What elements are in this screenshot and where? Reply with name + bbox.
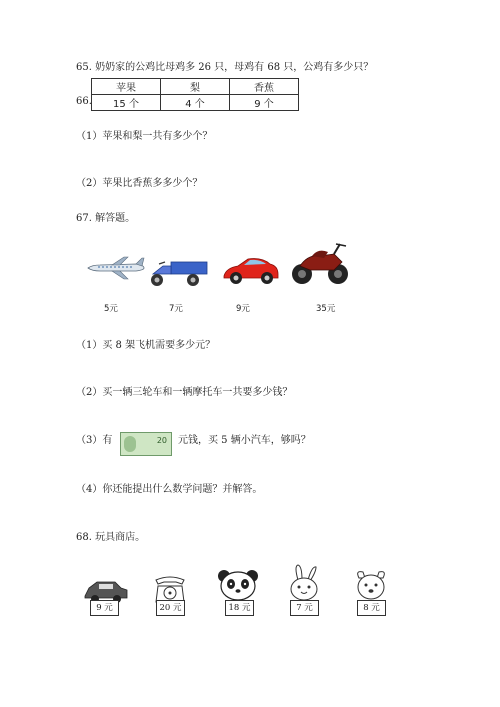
question-67-sub3-end: 元钱，买 5 辆小汽车，够吗？ bbox=[178, 435, 311, 446]
question-67-sub1: （1）买 8 架飞机需要多少元？ bbox=[76, 340, 216, 351]
toy-car-price-tag: 9 元 bbox=[90, 600, 119, 616]
sports-car-icon bbox=[222, 254, 280, 286]
fruit-header-apple: 苹果 bbox=[92, 79, 161, 95]
question-66-sub1: （1）苹果和梨一共有多少个？ bbox=[76, 131, 213, 142]
fruit-table-value-row bbox=[92, 95, 299, 111]
puppy-price-tag: 8 元 bbox=[357, 600, 386, 616]
question-66-number: 66. bbox=[76, 96, 92, 107]
question-65-text: 65. 奶奶家的公鸡比母鸡多 26 只，母鸡有 68 只，公鸡有多少只？ bbox=[76, 62, 374, 73]
fruit-count-apple: 15 个 bbox=[92, 95, 161, 111]
banknote-image bbox=[120, 432, 172, 456]
airplane-price: 5元 bbox=[104, 304, 118, 314]
motorcycle-icon bbox=[290, 240, 350, 286]
fruit-count-banana: 9 个 bbox=[230, 95, 299, 111]
tricycle-icon bbox=[145, 258, 211, 288]
telephone-price-tag: 20 元 bbox=[156, 600, 185, 616]
fruit-header-pear: 梨 bbox=[161, 79, 230, 95]
puppy-icon bbox=[353, 566, 389, 602]
rabbit-price-tag: 7 元 bbox=[290, 600, 319, 616]
question-67-title: 67. 解答题。 bbox=[76, 213, 136, 224]
airplane-icon bbox=[86, 256, 146, 280]
panda-icon bbox=[216, 568, 260, 602]
banknote-denomination: 20 bbox=[156, 436, 167, 445]
fruit-count-pear: 4 个 bbox=[161, 95, 230, 111]
tricycle-price: 7元 bbox=[169, 304, 183, 314]
rabbit-icon bbox=[286, 564, 322, 602]
question-68-title: 68. 玩具商店。 bbox=[76, 532, 146, 543]
panda-price-tag: 18 元 bbox=[225, 600, 254, 616]
question-67-sub4: （4）你还能提出什么数学问题？并解答。 bbox=[76, 484, 263, 495]
portrait-mark bbox=[124, 436, 136, 452]
fruit-header-banana: 香蕉 bbox=[230, 79, 299, 95]
motorcycle-price: 35元 bbox=[316, 304, 336, 314]
question-67-sub2: （2）买一辆三轮车和一辆摩托车一共要多少钱？ bbox=[76, 387, 293, 398]
fruit-table bbox=[91, 78, 299, 111]
question-66-sub2: （2）苹果比香蕉多多少个？ bbox=[76, 178, 203, 189]
fruit-table-header-row bbox=[92, 79, 299, 95]
sports-car-price: 9元 bbox=[236, 304, 250, 314]
question-67-sub3-start: （3）有 bbox=[76, 435, 113, 446]
